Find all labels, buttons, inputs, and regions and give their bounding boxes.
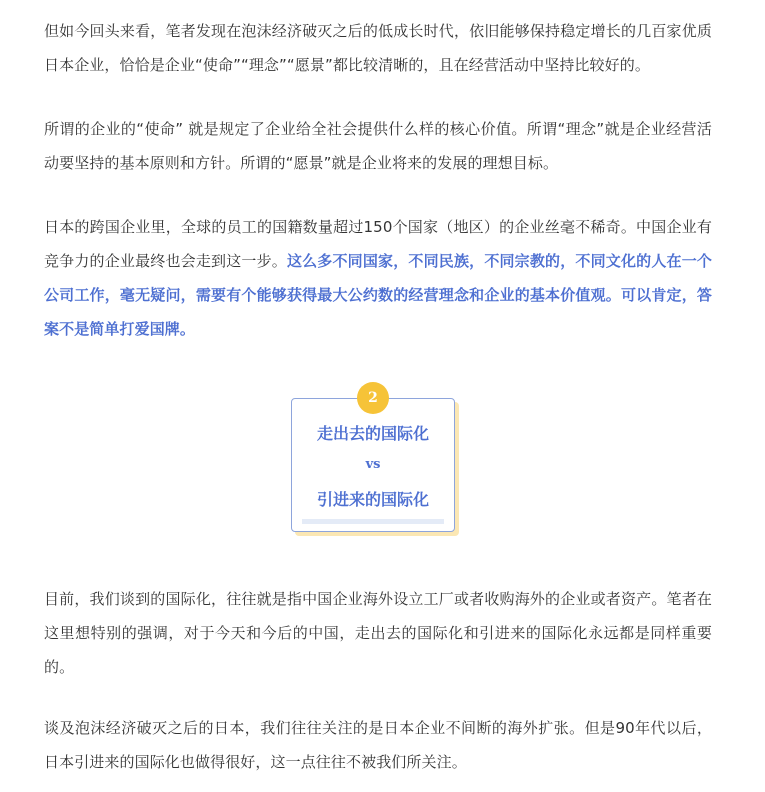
paragraph-1: 但如今回头来看，笔者发现在泡沫经济破灭之后的低成长时代，依旧能够保持稳定增长的几百家优质日本企业，恰恰是企业“使命”“理念”“愿景”都比较清晰的，且在经营活动中坚持比较好的。 — [44, 22, 712, 74]
section-card-underline — [302, 519, 444, 524]
section-card — [291, 390, 455, 534]
paragraph-2: 所谓的企业的“使命” 就是规定了企业给全社会提供什么样的核心价值。所谓“理念”就是企业经营活动要坚持的基本原则和方针。所谓的“愿景”就是企业将来的发展的理想目标。 — [44, 120, 712, 172]
section-title-line-2: 引进来的国际化 — [316, 490, 429, 509]
paragraph-3-emphasis: 这么多不同国家，不同民族，不同宗教的，不同文化的人在一个公司工作，毫无疑问，需要有个能够获得最大公约数的经营理念和企业的基本价值观。可以肯定，答案不是简单打爱国牌。 — [44, 252, 712, 338]
paragraph-4: 目前，我们谈到的国际化，往往就是指中国企业海外设立工厂或者收购海外的企业或者资产。笔者在这里想特别的强调，对于今天和今后的中国，走出去的国际化和引进来的国际化永远都是同样重要的。 — [44, 590, 712, 676]
section-title-line-1: 走出去的国际化 — [316, 424, 429, 443]
paragraph-3 — [44, 210, 712, 346]
section-vs-label: vs — [365, 457, 381, 472]
section-card-box — [291, 390, 455, 532]
paragraph-3-plain: 日本的跨国企业里，全球的员工的国籍数量超过150个国家（地区）的企业丝毫不稀奇。中国企业有竞争力的企业最终也会走到这一步。 — [44, 218, 712, 270]
paragraph-5: 谈及泡沫经济破灭之后的日本，我们往往关注的是日本企业不间断的海外扩张。但是90年代以后，日本引进来的国际化也做得很好，这一点往往不被我们所关注。 — [44, 719, 712, 771]
section-number-badge: 2 — [357, 382, 389, 414]
